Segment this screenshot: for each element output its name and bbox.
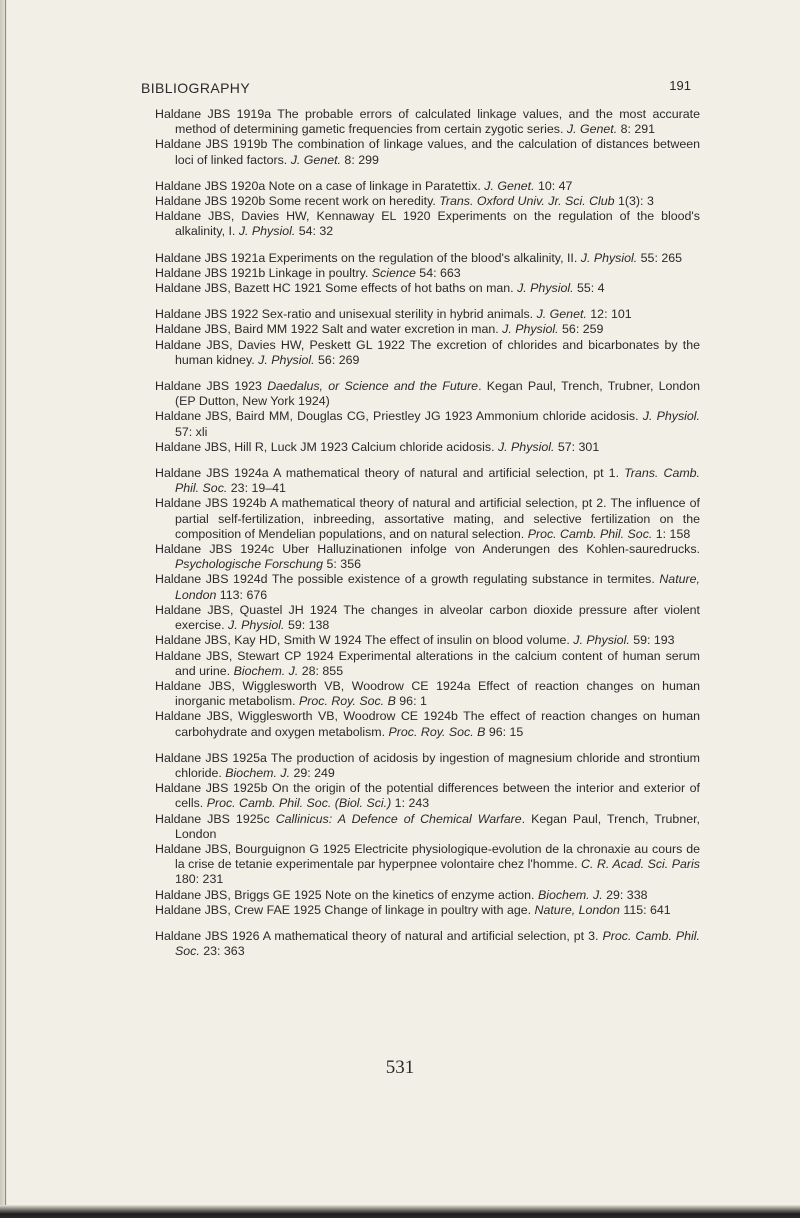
header-title: BIBLIOGRAPHY bbox=[141, 80, 251, 96]
reference-source: Daedalus, or Science and the Future bbox=[267, 379, 479, 394]
header-page-number: 191 bbox=[669, 78, 691, 93]
reference-text: 56: 269 bbox=[314, 352, 360, 367]
reference-entry bbox=[155, 781, 700, 811]
reference-text: Haldane JBS, Wigglesworth VB, Woodrow CE 1924b The effect of reaction changes on human carbohydrate and oxygen metabolism. bbox=[155, 709, 700, 739]
reference-text: 55: 4 bbox=[573, 281, 605, 296]
reference-text: 57: 301 bbox=[554, 439, 600, 454]
reference-text: 23: 19–41 bbox=[227, 481, 286, 496]
reference-text: 59: 193 bbox=[629, 633, 675, 648]
reference-source: J. Genet. bbox=[566, 122, 618, 137]
reference-text: Haldane JBS, Quastel JH 1924 The changes in alveolar carbon dioxide pressure after violent exercise. bbox=[155, 602, 700, 633]
reference-entry bbox=[155, 409, 700, 439]
reference-source: J. Physiol. bbox=[497, 439, 555, 454]
reference-group bbox=[155, 379, 700, 455]
reference-entry bbox=[155, 379, 700, 409]
reference-group bbox=[155, 179, 700, 240]
reference-text: 54: 663 bbox=[415, 265, 461, 280]
reference-text: 5: 356 bbox=[323, 557, 361, 572]
reference-entry bbox=[155, 603, 700, 633]
reference-source: Biochem. J. bbox=[225, 765, 291, 780]
reference-source: J. Genet. bbox=[484, 178, 535, 193]
reference-entry bbox=[155, 338, 700, 368]
reference-entry bbox=[155, 322, 700, 337]
reference-entry bbox=[155, 466, 700, 496]
reference-text: Haldane JBS 1923 bbox=[155, 379, 268, 394]
reference-text: Haldane JBS, Bazett HC 1921 Some effects of hot baths on man. bbox=[155, 281, 518, 296]
reference-entry bbox=[155, 649, 700, 679]
reference-text: 113: 676 bbox=[216, 587, 268, 602]
reference-entry bbox=[155, 496, 700, 542]
reference-entry bbox=[155, 209, 700, 239]
reference-text: Haldane JBS 1921b Linkage in poultry. bbox=[155, 265, 372, 280]
reference-text: Haldane JBS 1926 A mathematical theory of natural and artificial selection, pt 3. bbox=[155, 928, 603, 943]
reference-entry bbox=[155, 572, 700, 602]
reference-text: Haldane JBS 1924a A mathematical theory of natural and artificial selection, pt 1. bbox=[155, 466, 625, 481]
reference-text: Haldane JBS 1921a Experiments on the regulation of the blood's alkalinity, II. bbox=[155, 250, 581, 265]
reference-group bbox=[155, 929, 700, 959]
reference-source: Biochem. J. bbox=[537, 887, 603, 902]
reference-text: Haldane JBS 1920b Some recent work on heredity. bbox=[155, 194, 440, 209]
reference-text: Haldane JBS 1920a Note on a case of linkage in Paratettix. bbox=[155, 178, 485, 193]
reference-text: 8: 291 bbox=[617, 122, 656, 137]
reference-text: 96: 1 bbox=[395, 694, 427, 709]
reference-text: Haldane JBS, Crew FAE 1925 Change of linkage in poultry with age. bbox=[155, 902, 535, 917]
reference-text: 54: 32 bbox=[295, 224, 334, 239]
reference-entry bbox=[155, 440, 700, 455]
reference-source: Nature, London bbox=[534, 902, 620, 917]
reference-text: Haldane JBS, Baird MM 1922 Salt and water excretion in man. bbox=[155, 322, 503, 337]
reference-entry bbox=[155, 179, 700, 194]
reference-text: Haldane JBS 1924c Uber Halluzinationen infolge von Anderungen des Kohlen-sauredrucks. bbox=[155, 542, 700, 557]
reference-entry bbox=[155, 929, 700, 959]
reference-entry bbox=[155, 107, 700, 137]
reference-source: Proc. Camb. Phil. Soc. bbox=[175, 928, 701, 959]
reference-source: J. Physiol. bbox=[517, 281, 574, 296]
reference-text: 29: 338 bbox=[602, 887, 648, 902]
reference-text: 8: 299 bbox=[340, 152, 379, 167]
reference-source: J. Physiol. bbox=[258, 352, 315, 367]
reference-text: Haldane JBS 1922 Sex-ratio and unisexual sterility in hybrid animals. bbox=[155, 307, 537, 322]
reference-text: Haldane JBS, Baird MM, Douglas CG, Priestley JG 1923 Ammonium chloride acidosis. bbox=[155, 409, 643, 424]
reference-text: Haldane JBS, Stewart CP 1924 Experimental alterations in the calcium content of human serum and urine. bbox=[155, 648, 700, 678]
reference-group bbox=[155, 107, 700, 168]
reference-source: J. Physiol. bbox=[573, 633, 630, 648]
reference-text: 180: 231 bbox=[175, 872, 224, 887]
reference-source: J. Genet. bbox=[536, 307, 587, 322]
reference-source: Callinicus: A Defence of Chemical Warfare bbox=[275, 811, 522, 826]
reference-source: Proc. Roy. Soc. B bbox=[388, 724, 486, 739]
running-header bbox=[141, 78, 691, 98]
reference-text: . Kegan Paul, Trench, Trubner, London bbox=[175, 811, 700, 841]
reference-text: Haldane JBS 1925a The production of acidosis by ingestion of magnesium chloride and strontium chloride. bbox=[155, 750, 700, 780]
reference-text: Haldane JBS, Briggs GE 1925 Note on the kinetics of enzyme action. bbox=[155, 887, 538, 902]
reference-group bbox=[155, 307, 700, 368]
reference-entry bbox=[155, 281, 700, 296]
reference-text: . Kegan Paul, Trench, Trubner, London (EP Dutton, New York 1924) bbox=[175, 379, 700, 409]
reference-text: Haldane JBS 1924b A mathematical theory of natural and artificial selection, pt 2. The influence of partial self-fertilization, inbreeding, assortative mating, and selective fertilization on the composition of Mendelian populations, and on natural selection. bbox=[155, 496, 700, 541]
reference-source: J. Genet. bbox=[290, 152, 341, 167]
reference-source: J. Physiol. bbox=[642, 409, 700, 424]
reference-text: Haldane JBS 1925b On the origin of the potential differences between the interior and exterior of cells. bbox=[155, 781, 700, 811]
reference-source: Trans. Camb. Phil. Soc. bbox=[175, 466, 700, 496]
reference-text: 56: 259 bbox=[558, 322, 604, 337]
reference-text: 1(3): 3 bbox=[614, 194, 654, 209]
reference-entry bbox=[155, 137, 700, 167]
reference-entry bbox=[155, 542, 700, 572]
reference-entry bbox=[155, 888, 700, 903]
reference-text: Haldane JBS, Kay HD, Smith W 1924 The effect of insulin on blood volume. bbox=[155, 633, 574, 648]
reference-text: 12: 101 bbox=[586, 307, 632, 322]
reference-entry bbox=[155, 266, 700, 281]
reference-entry bbox=[155, 812, 700, 842]
reference-text: 1: 243 bbox=[391, 796, 430, 811]
reference-text: 29: 249 bbox=[290, 765, 335, 780]
reference-entry bbox=[155, 251, 700, 266]
reference-source: J. Physiol. bbox=[580, 250, 638, 265]
reference-source: J. Physiol. bbox=[228, 618, 285, 633]
reference-entry bbox=[155, 679, 700, 709]
reference-text: 28: 855 bbox=[298, 663, 344, 678]
reference-source: Proc. Camb. Phil. Soc. (Biol. Sci.) bbox=[206, 796, 392, 811]
reference-text: 23: 363 bbox=[199, 944, 245, 959]
reference-entry bbox=[155, 307, 700, 322]
reference-entry bbox=[155, 842, 700, 888]
reference-source: J. Physiol. bbox=[238, 224, 296, 239]
reference-source: Psychologische Forschung bbox=[175, 557, 324, 572]
reference-group bbox=[155, 751, 700, 918]
reference-source: Biochem. J. bbox=[233, 663, 299, 678]
reference-text: 96: 15 bbox=[485, 724, 524, 739]
reference-text: 59: 138 bbox=[284, 618, 330, 633]
reference-text: 57: xli bbox=[175, 424, 208, 439]
reference-group bbox=[155, 466, 700, 740]
reference-text: Haldane JBS, Davies HW, Kennaway EL 1920 Experiments on the regulation of the blood's alkalinity, I. bbox=[155, 209, 700, 239]
folio-number: 531 bbox=[385, 1057, 415, 1078]
reference-text: 10: 47 bbox=[534, 178, 573, 193]
reference-group bbox=[155, 251, 700, 297]
reference-source: Proc. Camb. Phil. Soc. bbox=[527, 526, 653, 541]
reference-entry bbox=[155, 194, 700, 209]
reference-text: 115: 641 bbox=[619, 902, 671, 917]
reference-text: 55: 265 bbox=[637, 250, 683, 265]
page-gutter-line bbox=[5, 0, 6, 1218]
reference-text: Haldane JBS 1925c bbox=[155, 811, 276, 826]
reference-entry bbox=[155, 903, 700, 918]
reference-text: Haldane JBS 1919b The combination of linkage values, and the calculation of distances between loci of linked factors. bbox=[155, 137, 700, 167]
reference-entry bbox=[155, 709, 700, 739]
reference-source: J. Physiol. bbox=[502, 322, 559, 337]
reference-text: Haldane JBS, Bourguignon G 1925 Electricite physiologique-evolution de la chronaxie au cours de la crise de tetanie experimentale par hyperpnee volontaire chez l'homme. bbox=[155, 841, 700, 872]
reference-source: Trans. Oxford Univ. Jr. Sci. Club bbox=[439, 194, 615, 209]
reference-source: Science bbox=[371, 265, 416, 280]
reference-source: C. R. Acad. Sci. Paris bbox=[581, 857, 700, 872]
reference-entry bbox=[155, 751, 700, 781]
reference-text: Haldane JBS, Davies HW, Peskett GL 1922 The excretion of chlorides and bicarbonates by the human kidney. bbox=[155, 337, 700, 367]
bibliography-list bbox=[155, 107, 700, 970]
reference-source: Proc. Roy. Soc. B bbox=[298, 694, 396, 709]
reference-text: 1: 158 bbox=[652, 526, 691, 541]
scan-bottom-edge bbox=[0, 1205, 800, 1218]
reference-text: Haldane JBS 1924d The possible existence of a growth regulating substance in termites. bbox=[155, 572, 660, 587]
reference-text: Haldane JBS 1919a The probable errors of calculated linkage values, and the most accurate method of determining gametic frequencies from certain zygotic series. bbox=[155, 107, 700, 137]
reference-entry bbox=[155, 633, 700, 648]
reference-text: Haldane JBS, Hill R, Luck JM 1923 Calcium chloride acidosis. bbox=[155, 439, 498, 454]
reference-source: Nature, London bbox=[175, 572, 700, 602]
reference-text: Haldane JBS, Wigglesworth VB, Woodrow CE 1924a Effect of reaction changes on human inorganic metabolism. bbox=[155, 678, 700, 709]
